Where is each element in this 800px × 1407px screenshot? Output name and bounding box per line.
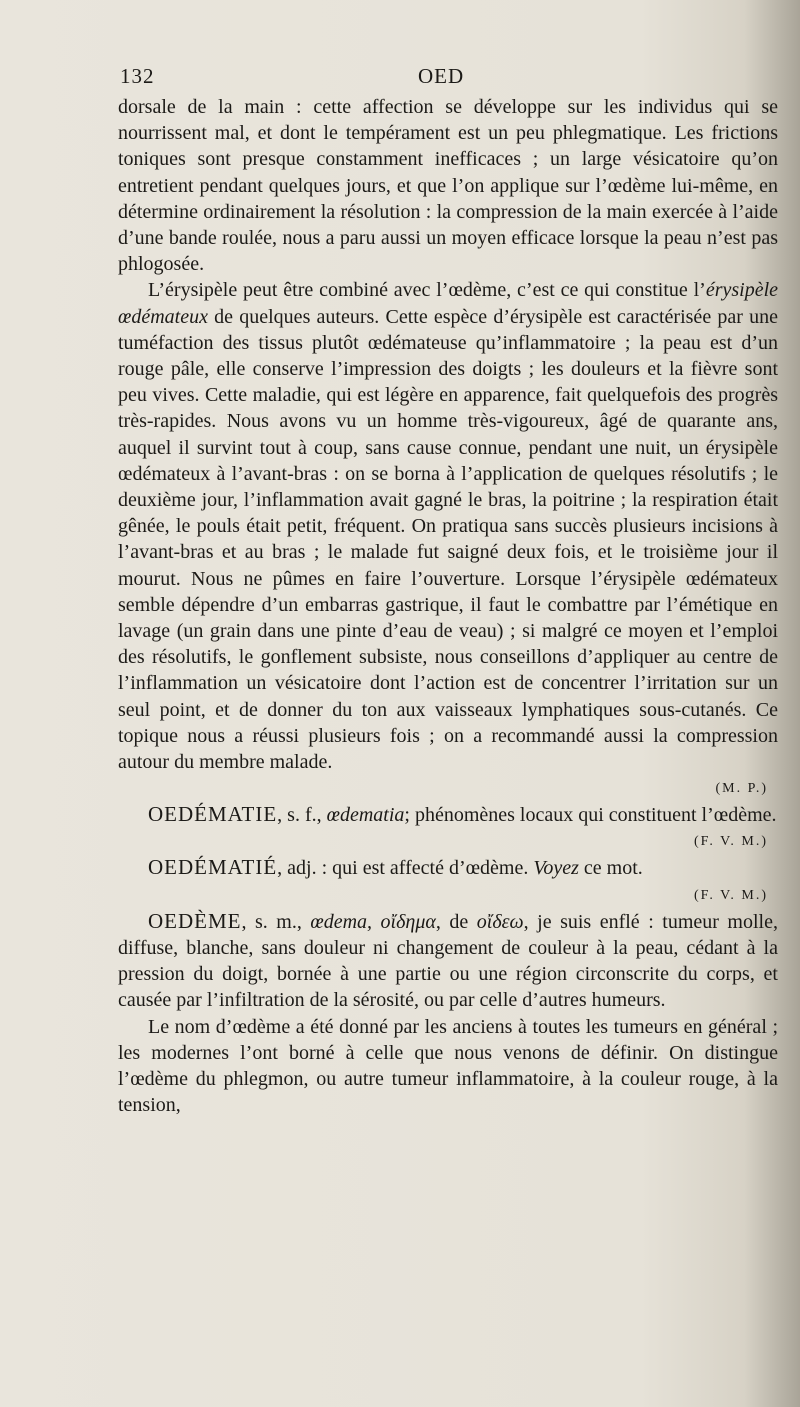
italic-term: érysipèle œdémateux — [118, 279, 778, 328]
head-word: OEDÈME — [148, 908, 242, 933]
paragraph-continuation: dorsale de la main : cette affection se développe sur les individus qui se nourrissent mal, et dont le tempérament est un peu phlegmatique. Les frictions toniques sont presque constamment inefficaces ; un large vésicatoire qu’on entretient pendant quelques jours, et que l’on applique sur l’œdème lui-même, en détermine ordinairement la résolution : la compression de la main exercée à l’aide d’une bande roulée, nous a paru aussi un moyen efficace lorsque la peau n’est pas phlogosée. — [118, 96, 778, 276]
entry-oedematie: OEDÉMATIE, s. f., œdematia; phénomènes locaux qui constituent l’œdème. — [148, 802, 777, 827]
author-signature: (F. V. M.) — [694, 834, 768, 850]
entry-oedeme: OEDÈME, s. m., œdema, οἴδημα, de οἴδεω, je suis enflé : tumeur molle, diffuse, blanche, sans douleur ni changement de couleur à la peau, cédant à la pression du doigt, bornée à une partie ou une région circonscrite du corps, et causée par l’infiltration de la sérosité, ou par celle d’autres humeurs. — [118, 908, 778, 1012]
entry-oedematie-adj: OEDÉMATIÉ, adj. : qui est affecté d’œdème. Voyez ce mot. — [148, 855, 643, 880]
author-signature: (M. P.) — [715, 781, 768, 797]
paragraph-erysipele: L’érysipèle peut être combiné avec l’œdème, c’est ce qui constitue l’érysipèle œdémateux de quelques auteurs. Cette espèce d’érysipèle est caractérisée par une tuméfaction des tissus plutôt œdémateuse qu’inflammatoire ; la peau est d’un rouge pâle, elle conserve l’impression des doigts ; les douleurs et la fièvre sont peu vives. Cette maladie, qui est légère en apparence, fait quelquefois des progrès très-rapides. Nous avons vu un homme très-vigoureux, âgé de quarante ans, auquel il survint tout à coup, sans cause connue, pendant une nuit, un érysipèle œdémateux à l’avant-bras : on se borna à l’application de quelques résolutifs ; le deuxième jour, l’inflammation avait gagné le bras, la poitrine ; la respiration était gênée, le pouls était petit, fréquent. On pratiqua sans succès plusieurs incisions à l’avant-bras et au bras ; le malade fut saigné deux fois, et le troisième jour il mourut. Nous ne pûmes en faire l’ouverture. Lorsque l’érysipèle œdémateux semble dépendre d’un embarras gastrique, il faut le combattre par l’émétique en lavage (un grain dans une pinte d’eau de veau) ; si malgré ce moyen et l’emploi des résolutifs, le gonflement subsiste, nous conseillons d’appliquer au centre de l’inflammation un vésicatoire dont l’action est de concentrer l’irritation sur un seul point, et de donner du ton aux vaisseaux lymphatiques sous-cutanés. Ce topique nous a réussi plusieurs fois ; on a recommandé aussi la compression autour du membre malade. — [118, 279, 778, 774]
author-signature: (F. V. M.) — [694, 887, 768, 903]
head-word: OEDÉMATIÉ — [148, 855, 278, 880]
page-header — [120, 64, 780, 90]
head-word: OEDÉMATIE — [148, 802, 278, 827]
page-number: 132 — [120, 64, 155, 88]
paragraph-final: Le nom d’œdème a été donné par les anciens à toutes les tumeurs en général ; les modernes l’ont borné à celle que nous venons de définir. On distingue l’œdème du phlegmon, ou autre tumeur inflammatoire, à la couleur rouge, à la tension, — [118, 1015, 778, 1117]
cross-reference: Voyez — [533, 857, 579, 880]
running-head: OED — [418, 64, 465, 88]
body-text — [118, 94, 778, 1118]
